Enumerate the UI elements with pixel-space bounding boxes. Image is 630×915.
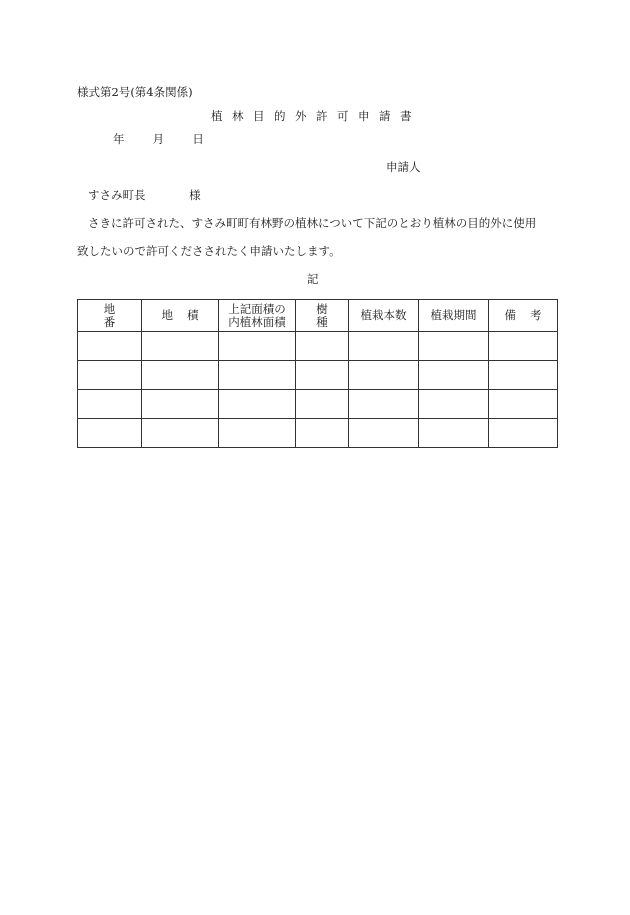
header-tree-species: 樹種 — [296, 300, 349, 332]
header-planting-count: 植栽本数 — [349, 300, 419, 332]
table-row — [78, 419, 558, 448]
table-cell[interactable] — [296, 332, 349, 361]
body-text-line-2: 致したいので許可くださされたく申請いたします。 — [77, 244, 341, 258]
addressee — [88, 187, 201, 203]
table-cell[interactable] — [419, 361, 489, 390]
document-title: 植林目的外許可申請書 — [211, 109, 421, 123]
form-number: 様式第2号(第4条関係) — [77, 85, 193, 99]
table-cell[interactable] — [219, 419, 296, 448]
table-cell[interactable] — [349, 361, 419, 390]
table-cell[interactable] — [489, 361, 558, 390]
header-planting-period: 植栽期間 — [419, 300, 489, 332]
header-remarks: 備考 — [489, 300, 558, 332]
table-cell[interactable] — [419, 332, 489, 361]
table-cell[interactable] — [142, 332, 219, 361]
table-cell[interactable] — [78, 361, 142, 390]
header-planted-area — [219, 300, 296, 332]
table-cell[interactable] — [489, 390, 558, 419]
table-cell[interactable] — [296, 390, 349, 419]
table-row — [78, 332, 558, 361]
header-planted-area-line-2: 内植林面積 — [228, 314, 286, 329]
addressee-name: すさみ町長 — [88, 188, 146, 202]
table-cell[interactable] — [419, 419, 489, 448]
date-line — [113, 131, 204, 147]
body-text-line-1: さきに許可された、すさみ町町有林野の植林について下記のとおり植林の目的外に使用 — [88, 216, 537, 230]
table-cell[interactable] — [219, 361, 296, 390]
table-cell[interactable] — [489, 419, 558, 448]
table-cell[interactable] — [296, 361, 349, 390]
table-cell[interactable] — [142, 390, 219, 419]
table-cell[interactable] — [219, 390, 296, 419]
table-cell[interactable] — [296, 419, 349, 448]
date-year-label: 年 — [113, 132, 125, 146]
table-cell[interactable] — [78, 332, 142, 361]
table-cell[interactable] — [349, 390, 419, 419]
table-cell[interactable] — [419, 390, 489, 419]
table-row — [78, 390, 558, 419]
table-cell[interactable] — [78, 419, 142, 448]
table-row — [78, 361, 558, 390]
table-cell[interactable] — [142, 361, 219, 390]
date-day-label: 日 — [192, 132, 204, 146]
header-planted-area-line-1: 上記面積の — [228, 301, 286, 316]
table-cell[interactable] — [142, 419, 219, 448]
header-lot-number: 地番 — [78, 300, 142, 332]
table-cell[interactable] — [78, 390, 142, 419]
table-header-row — [78, 300, 558, 332]
table-cell[interactable] — [349, 332, 419, 361]
applicant-label: 申請人 — [386, 160, 421, 174]
date-month-label: 月 — [152, 132, 165, 146]
record-label: 記 — [307, 272, 319, 286]
addressee-honorific: 様 — [189, 188, 201, 202]
table-cell[interactable] — [349, 419, 419, 448]
table-cell[interactable] — [219, 332, 296, 361]
planting-table — [77, 299, 558, 448]
table-body — [78, 332, 558, 448]
header-area: 地積 — [142, 300, 219, 332]
table-cell[interactable] — [489, 332, 558, 361]
